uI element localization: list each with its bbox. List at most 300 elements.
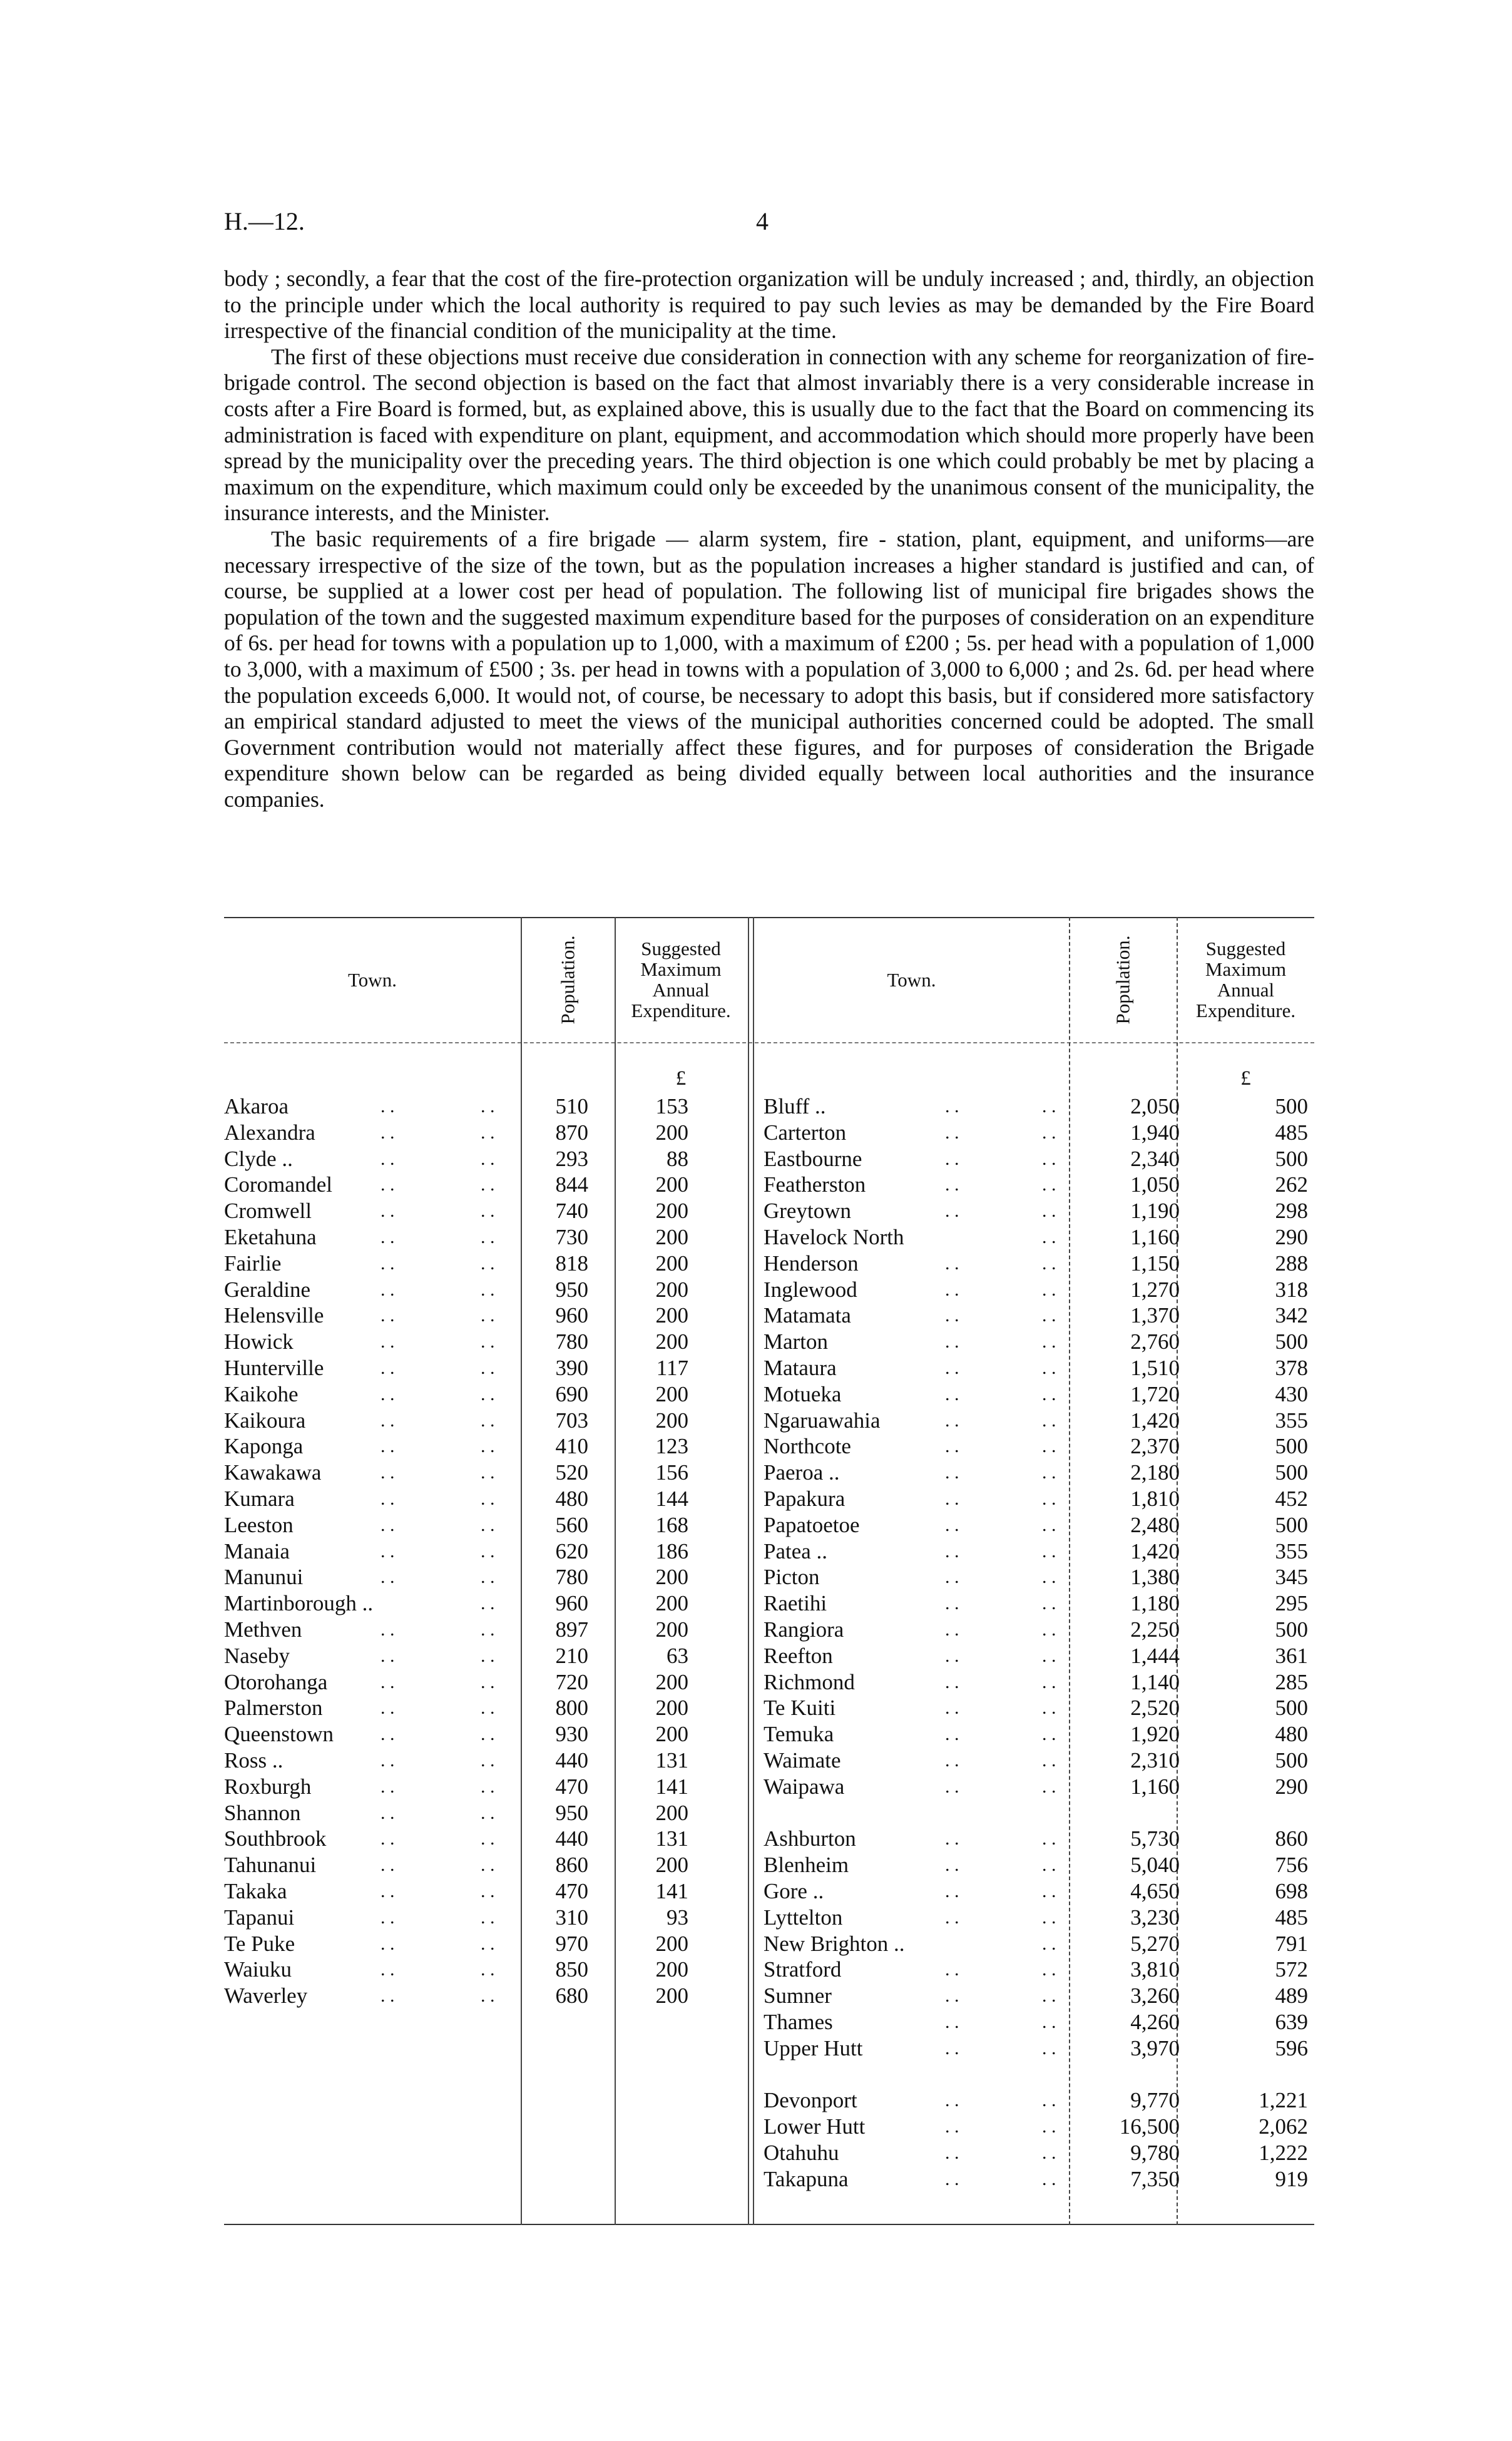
table-row (224, 1878, 748, 1905)
population: 870 (555, 1120, 588, 1145)
leader-dots: . . (1042, 1645, 1056, 1666)
leader-dots: . . (1042, 1358, 1056, 1378)
population: 844 (555, 1172, 588, 1197)
expenditure: 1,221 (1259, 2088, 1308, 2113)
expenditure: 200 (655, 1120, 688, 1145)
table-row (764, 1669, 1314, 1696)
column-divider (753, 917, 754, 2225)
leader-dots: . . (945, 2037, 959, 2059)
leader-dots: . . (945, 1593, 959, 1614)
town-name: Waimate (764, 1748, 841, 1773)
expenditure: 290 (1275, 1225, 1308, 1249)
population: 1,160 (1130, 1774, 1180, 1799)
leader-dots: . . (381, 1567, 395, 1588)
town-name: Roxburgh (224, 1774, 312, 1799)
expenditure: 131 (655, 1748, 688, 1773)
town-name: Papakura (764, 1487, 845, 1511)
town-name: Marton (764, 1329, 829, 1354)
expenditure: 153 (655, 1094, 688, 1118)
town-name: Ross .. (224, 1748, 284, 1773)
population: 1,380 (1130, 1565, 1180, 1590)
population: 310 (555, 1905, 588, 1930)
population: 2,310 (1130, 1748, 1180, 1773)
leader-dots: . . (481, 1619, 495, 1640)
table-row (764, 1224, 1314, 1251)
leader-dots: . . (945, 1436, 959, 1457)
leader-dots: . . (381, 1906, 395, 1928)
table-row (224, 1826, 748, 1852)
leader-dots: . . (481, 1645, 495, 1666)
expenditure: 200 (655, 1381, 688, 1406)
leader-dots: . . (1042, 1331, 1056, 1353)
leader-dots: . . (945, 1488, 959, 1509)
town-name: Henderson (764, 1251, 859, 1276)
expenditure: 572 (1275, 1957, 1308, 1982)
table-row (224, 1905, 748, 1931)
table-row (224, 1329, 748, 1355)
table-row (764, 2035, 1314, 2062)
town-name: Leeston (224, 1512, 294, 1537)
table-row (224, 1564, 748, 1590)
leader-dots: . . (1042, 1279, 1056, 1300)
leader-dots: . . (1042, 2012, 1056, 2032)
population: 2,340 (1130, 1146, 1180, 1171)
population: 850 (555, 1957, 588, 1982)
leader-dots: . . (481, 1122, 495, 1143)
town-name: Ashburton (764, 1826, 856, 1851)
population: 210 (555, 1643, 588, 1668)
town-name: Greytown (764, 1199, 851, 1224)
town-name: Howick (224, 1329, 294, 1354)
leader-dots: . . (381, 1750, 395, 1771)
table-row (224, 1433, 748, 1460)
table-row (764, 1460, 1314, 1486)
town-name: Havelock North (764, 1225, 904, 1249)
expenditure: 93 (667, 1905, 688, 1930)
leader-dots: . . (481, 1671, 495, 1692)
expenditure: 355 (1275, 1408, 1308, 1433)
population: 1,370 (1130, 1303, 1180, 1328)
town-name: Rangiora (764, 1617, 844, 1642)
town-name: Kaikoura (224, 1408, 306, 1433)
leader-dots: . . (1042, 1436, 1056, 1457)
population: 1,810 (1130, 1487, 1180, 1511)
leader-dots: . . (381, 1985, 395, 2007)
leader-dots: . . (381, 1148, 395, 1169)
population: 780 (555, 1329, 588, 1354)
town-name: Blenheim (764, 1853, 849, 1878)
town-name: Sumner (764, 1983, 832, 2009)
population: 2,760 (1130, 1329, 1180, 1354)
population: 720 (555, 1669, 588, 1694)
table-row (764, 1381, 1314, 1408)
town-name: Papatoetoe (764, 1512, 860, 1537)
leader-dots: . . (381, 1671, 395, 1692)
table-row (224, 1146, 748, 1172)
leader-dots: . . (481, 1436, 495, 1457)
town-name: Hunterville (224, 1356, 324, 1380)
expenditure: 500 (1275, 1434, 1308, 1459)
unit-pound-left: £ (675, 1067, 687, 1090)
table-row (764, 2140, 1314, 2166)
town-name: Tapanui (224, 1905, 295, 1930)
expenditure: 200 (655, 1277, 688, 1302)
table-row (224, 1748, 748, 1774)
leader-dots: . . (945, 1462, 959, 1483)
population: 510 (555, 1094, 588, 1118)
table-bottom-rule (224, 2224, 1314, 2225)
population: 740 (555, 1199, 588, 1224)
leader-dots: . . (945, 1724, 959, 1745)
leader-dots: . . (481, 1227, 495, 1247)
expenditure: 298 (1275, 1199, 1308, 1224)
header-rule (224, 1042, 1314, 1043)
population: 5,040 (1130, 1853, 1180, 1878)
expenditure: 200 (655, 1565, 688, 1590)
leader-dots: . . (481, 1724, 495, 1745)
population: 620 (555, 1538, 588, 1563)
leader-dots: . . (1042, 1227, 1056, 1247)
town-name: Gore .. (764, 1879, 824, 1903)
population: 860 (555, 1853, 588, 1878)
table-row (224, 1408, 748, 1434)
table-row (764, 1564, 1314, 1590)
population: 1,140 (1130, 1669, 1180, 1694)
leader-dots: . . (945, 2012, 959, 2032)
leader-dots: . . (945, 1279, 959, 1300)
table-row (224, 1721, 748, 1748)
leader-dots: . . (1042, 1174, 1056, 1195)
population: 950 (555, 1800, 588, 1825)
expenditure: 144 (655, 1487, 688, 1511)
town-name: Temuka (764, 1722, 834, 1747)
population: 440 (555, 1748, 588, 1773)
expenditure: 791 (1275, 1931, 1308, 1956)
document-reference: H.—12. (224, 207, 305, 235)
leader-dots: . . (945, 1959, 959, 1980)
leader-dots: . . (481, 1331, 495, 1353)
leader-dots: . . (381, 1252, 395, 1274)
expenditure: 290 (1275, 1774, 1308, 1799)
expenditure: 378 (1275, 1356, 1308, 1380)
leader-dots: . . (945, 1252, 959, 1274)
leader-dots: . . (945, 1985, 959, 2007)
leader-dots: . . (1042, 1567, 1056, 1588)
leader-dots: . . (945, 1305, 959, 1326)
table-row (224, 1381, 748, 1408)
table-row (224, 1590, 748, 1617)
town-name: Upper Hutt (764, 2035, 863, 2060)
population: 1,444 (1130, 1643, 1180, 1668)
table-row (224, 1800, 748, 1826)
table-row (764, 1329, 1314, 1355)
leader-dots: . . (381, 1331, 395, 1353)
town-name: Waiuku (224, 1957, 292, 1982)
table-row (764, 1748, 1314, 1774)
leader-dots: . . (945, 1619, 959, 1640)
town-name: Northcote (764, 1434, 851, 1459)
expenditure: 200 (655, 1800, 688, 1825)
leader-dots: . . (1042, 1122, 1056, 1143)
leader-dots: . . (381, 1855, 395, 1876)
header-population-label: Population. (1111, 934, 1134, 1025)
expenditure: 117 (656, 1356, 688, 1380)
table-row (764, 1983, 1314, 2009)
table-row (764, 1905, 1314, 1931)
leader-dots: . . (481, 1855, 495, 1876)
leader-dots: . . (381, 1174, 395, 1195)
town-name: Shannon (224, 1800, 301, 1825)
town-name: Carterton (764, 1120, 847, 1145)
leader-dots: . . (1042, 1200, 1056, 1222)
table-row (764, 1302, 1314, 1329)
town-name: Naseby (224, 1643, 290, 1668)
population: 680 (555, 1983, 588, 2009)
leader-dots: . . (481, 1906, 495, 1928)
expenditure: 489 (1275, 1983, 1308, 2009)
population: 3,810 (1130, 1957, 1180, 1982)
table-row (224, 1302, 748, 1329)
leader-dots: . . (481, 1959, 495, 1980)
paragraph: The first of these objections must receive due consideration in connection with any scheme for reorganization of fire-brigade control. The second objection is based on the fact that almost invariably there is a very considerable increase in costs after a Fire Board is formed, but, as explained above, this is usually due to the fact that the Board on commencing its administration is faced with expenditure on plant, equipment, and accommodation which should more properly have been spread by the municipality over the preceding years. The third objection is one which could probably be met by placing a maximum on the expenditure, which maximum could only be exceeded by the unanimous consent of the municipality, the insurance interests, and the Minister. (224, 344, 1314, 526)
table-row (764, 1590, 1314, 1617)
town-name: Takaka (224, 1879, 287, 1903)
leader-dots: . . (381, 1305, 395, 1326)
population: 960 (555, 1591, 588, 1616)
leader-dots: . . (481, 1358, 495, 1378)
expenditure: 639 (1275, 2010, 1308, 2034)
town-name: Te Kuiti (764, 1696, 836, 1721)
town-name: Helensville (224, 1303, 324, 1328)
expenditure: 200 (655, 1722, 688, 1747)
leader-dots: . . (945, 2090, 959, 2111)
leader-dots: . . (945, 1174, 959, 1195)
expenditure: 200 (655, 1303, 688, 1328)
population: 440 (555, 1826, 588, 1851)
table-row (224, 1355, 748, 1381)
expenditure: 452 (1275, 1487, 1308, 1511)
leader-dots: . . (381, 1959, 395, 1980)
population: 1,050 (1130, 1172, 1180, 1197)
leader-dots: . . (945, 1358, 959, 1378)
table-row (764, 1538, 1314, 1565)
town-name: Tahunanui (224, 1853, 317, 1878)
expenditure: 200 (655, 1329, 688, 1354)
population: 470 (555, 1879, 588, 1903)
leader-dots: . . (381, 1436, 395, 1457)
leader-dots: . . (1042, 1540, 1056, 1562)
population: 9,770 (1130, 2088, 1180, 2113)
town-name: Otahuhu (764, 2141, 839, 2165)
town-name: Manaia (224, 1538, 290, 1563)
town-name: Southbrook (224, 1826, 327, 1851)
leader-dots: . . (381, 1540, 395, 1562)
header-population-label: Population. (556, 934, 579, 1025)
leader-dots: . . (945, 1855, 959, 1876)
header-population-right (1069, 917, 1177, 1042)
leader-dots: . . (481, 1383, 495, 1405)
body-text (224, 266, 1314, 812)
leader-dots: . . (945, 1514, 959, 1535)
population: 780 (555, 1565, 588, 1590)
town-name: Picton (764, 1565, 820, 1590)
table-row (224, 1198, 748, 1224)
leader-dots: . . (945, 1697, 959, 1719)
leader-dots: . . (381, 1776, 395, 1797)
leader-dots: . . (945, 1540, 959, 1562)
population: 2,180 (1130, 1460, 1180, 1485)
leader-dots: . . (381, 1802, 395, 1823)
leader-dots: . . (945, 1776, 959, 1797)
town-name: Palmerston (224, 1696, 323, 1721)
population: 1,420 (1130, 1538, 1180, 1563)
population: 2,370 (1130, 1434, 1180, 1459)
table-row (764, 2087, 1314, 2114)
population: 1,720 (1130, 1381, 1180, 1406)
table-row (224, 1852, 748, 1878)
leader-dots: . . (1042, 1985, 1056, 2007)
table-row (764, 1695, 1314, 1721)
expenditure: 156 (655, 1460, 688, 1485)
leader-dots: . . (1042, 2116, 1056, 2137)
expenditure: 500 (1275, 1329, 1308, 1354)
expenditure: 168 (655, 1512, 688, 1537)
population: 930 (555, 1722, 588, 1747)
population: 390 (555, 1356, 588, 1380)
table-row (224, 1774, 748, 1800)
leader-dots: . . (381, 1358, 395, 1378)
paragraph: body ; secondly, a fear that the cost of the fire-protection organization will be unduly increased ; and, thirdly, an objection to the principle under which the local authority is required to pay such levies as may be demanded by the Fire Board irrespective of the financial condition of the municipality at the time. (224, 266, 1314, 344)
town-name: Inglewood (764, 1277, 857, 1302)
leader-dots: . . (481, 1776, 495, 1797)
leader-dots: . . (1042, 1724, 1056, 1745)
town-name: Motueka (764, 1381, 842, 1406)
leader-dots: . . (481, 1593, 495, 1614)
population: 800 (555, 1696, 588, 1721)
leader-dots: . . (481, 1750, 495, 1771)
population: 5,730 (1130, 1826, 1180, 1851)
town-name: Reefton (764, 1643, 833, 1668)
leader-dots: . . (1042, 1383, 1056, 1405)
town-name: Kaikohe (224, 1381, 299, 1406)
expenditure: 318 (1275, 1277, 1308, 1302)
fire-brigade-table (224, 917, 1314, 2225)
population: 1,940 (1130, 1120, 1180, 1145)
town-name: New Brighton .. (764, 1931, 905, 1956)
town-name: Queenstown (224, 1722, 334, 1747)
leader-dots: . . (381, 1279, 395, 1300)
expenditure: 285 (1275, 1669, 1308, 1694)
leader-dots: . . (481, 1279, 495, 1300)
expenditure: 500 (1275, 1748, 1308, 1773)
leader-dots: . . (481, 1802, 495, 1823)
page-number: 4 (756, 207, 769, 235)
expenditure: 200 (655, 1696, 688, 1721)
table-row (764, 1957, 1314, 1983)
leader-dots: . . (381, 1488, 395, 1509)
leader-dots: . . (945, 2116, 959, 2137)
leader-dots: . . (1042, 1959, 1056, 1980)
town-name: Waipawa (764, 1774, 845, 1799)
town-name: Kumara (224, 1487, 295, 1511)
expenditure: 131 (655, 1826, 688, 1851)
table-row (764, 1878, 1314, 1905)
expenditure: 200 (655, 1931, 688, 1956)
expenditure: 186 (655, 1538, 688, 1563)
table-row (764, 1172, 1314, 1198)
town-name: Geraldine (224, 1277, 310, 1302)
leader-dots: . . (481, 1933, 495, 1954)
table-row (764, 1120, 1314, 1146)
table-row (764, 1774, 1314, 1800)
leader-dots: . . (481, 1462, 495, 1483)
expenditure: 295 (1275, 1591, 1308, 1616)
population: 1,420 (1130, 1408, 1180, 1433)
population: 4,650 (1130, 1879, 1180, 1903)
expenditure: 200 (655, 1251, 688, 1276)
leader-dots: . . (945, 1148, 959, 1169)
header-expenditure-right: Suggested Maximum Annual Expenditure. (1195, 938, 1296, 1021)
header-town-left: Town. (348, 968, 397, 991)
table-row (224, 1669, 748, 1696)
town-name: Paeroa .. (764, 1460, 840, 1485)
leader-dots: . . (1042, 1148, 1056, 1169)
leader-dots: . . (381, 1724, 395, 1745)
population: 520 (555, 1460, 588, 1485)
town-name: Patea .. (764, 1538, 828, 1563)
leader-dots: . . (945, 1410, 959, 1431)
leader-dots: . . (481, 1200, 495, 1222)
leader-dots: . . (381, 1933, 395, 1954)
town-name: Featherston (764, 1172, 866, 1197)
expenditure: 485 (1275, 1120, 1308, 1145)
table-row (224, 1931, 748, 1957)
town-name: Thames (764, 2010, 833, 2034)
leader-dots: . . (481, 1174, 495, 1195)
leader-dots: . . (1042, 1514, 1056, 1535)
leader-dots: . . (1042, 1776, 1056, 1797)
leader-dots: . . (945, 1331, 959, 1353)
leader-dots: . . (1042, 1906, 1056, 1928)
expenditure: 200 (655, 1983, 688, 2009)
table-row (764, 2114, 1314, 2140)
expenditure: 200 (655, 1225, 688, 1249)
expenditure: 698 (1275, 1879, 1308, 1903)
population: 5,270 (1130, 1931, 1180, 1956)
expenditure: 200 (655, 1591, 688, 1616)
leader-dots: . . (1042, 2168, 1056, 2189)
table-row (224, 1172, 748, 1198)
population: 2,050 (1130, 1094, 1180, 1118)
table-row (764, 1721, 1314, 1748)
table-row (764, 1251, 1314, 1277)
expenditure: 63 (667, 1643, 688, 1668)
town-name: Clyde .. (224, 1146, 293, 1171)
leader-dots: . . (481, 1514, 495, 1535)
population: 818 (555, 1251, 588, 1276)
leader-dots: . . (1042, 1619, 1056, 1640)
leader-dots: . . (481, 1252, 495, 1274)
population: 1,510 (1130, 1356, 1180, 1380)
population: 2,520 (1130, 1696, 1180, 1721)
expenditure: 200 (655, 1199, 688, 1224)
expenditure: 288 (1275, 1251, 1308, 1276)
leader-dots: . . (945, 1881, 959, 1901)
population: 690 (555, 1381, 588, 1406)
leader-dots: . . (481, 1828, 495, 1850)
leader-dots: . . (481, 1148, 495, 1169)
leader-dots: . . (1042, 1252, 1056, 1274)
